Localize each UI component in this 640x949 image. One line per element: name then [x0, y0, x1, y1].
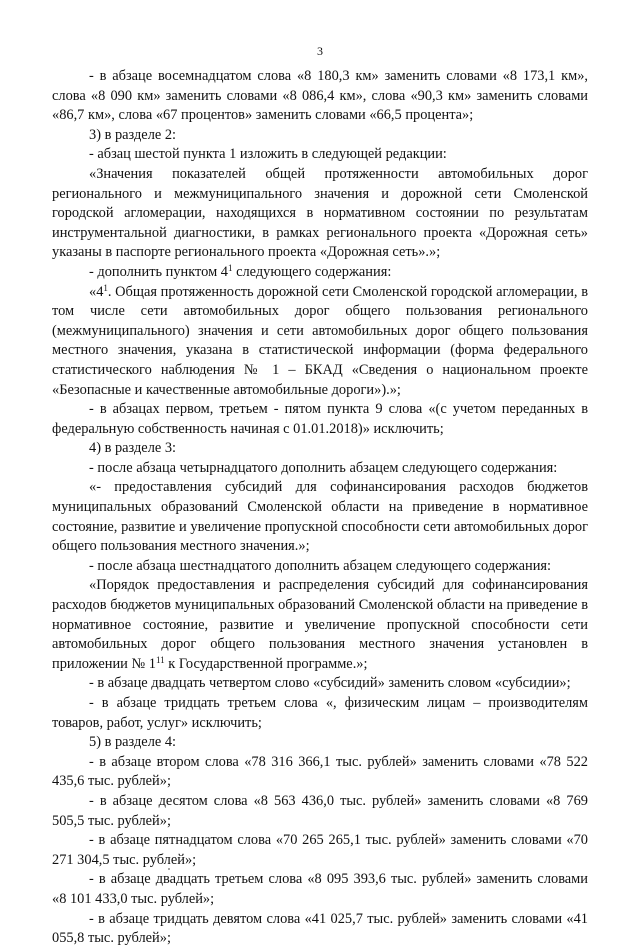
paragraph-1: - в абзаце восемнадцатом слова «8 180,3 км» заменить словами «8 173,1 км», слова «8 090 км» заменить словами «8 086,4 км», слова «90,3 км» заменить словами «86,7 км», слова «67 процентов» заменить словами «66,5 процента»;: [52, 68, 588, 124]
paragraph-6: «$4^1$. Общая протяженность дорожной сети Смоленской городской агломерации, в том числе сети автомобильных дорог общего пользования регионального (межмуниципального) значения и сети автомобильных дорог общего пользования местного значения, указана в статистической информации (форма федерального статистического наблюдения № 1 – БКАД «Сведения о национальном проекте «Безопасные и качественные автомобильные дороги»).»;: [52, 282, 588, 398]
paragraph-4: «Значения показателей общей протяженности автомобильных дорог регионального и межмуниципального значения и дорожной сети Смоленской городской агломерации, находящихся в нормативном состоянии по результатам инструментальной диагностики, в рамках регионального проекта «Дорожная сеть» указаны в паспорте регионального проекта «Дорожная сеть».»;: [52, 165, 588, 261]
document-body: [52, 67, 588, 949]
paragraph-3: - абзац шестой пункта 1 изложить в следующей редакции:: [89, 146, 447, 163]
superscript: 1: [103, 282, 108, 293]
paragraph-17: - в абзаце десятом слова «8 563 436,0 тыс. рублей» заменить словами «8 769 505,5 тыс. рублей»;: [52, 792, 588, 829]
paragraph-9: - после абзаца четырнадцатого дополнить абзацем следующего содержания:: [89, 459, 558, 476]
paragraph-12: «Порядок предоставления и распределения субсидий для софинансирования расходов бюджетов муниципальных образований Смоленской области на приведение в нормативное состояние, развитие и увеличение пропускной способности сети автомобильных дорог общего пользования местного значения установлен в приложении № $1^{11}$ к Государственной программе.»;: [52, 577, 588, 672]
page-number: 3: [317, 44, 323, 58]
paragraph-5: - дополнить пунктом $4^1$ следующего содержания:: [89, 262, 392, 280]
paragraph-2: 3) в разделе 2:: [89, 126, 177, 143]
paragraph-13: - в абзаце двадцать четвертом слово «субсидий» заменить словом «субсидии»;: [89, 675, 571, 692]
paragraph-14: - в абзаце тридцать третьем слова «, физическим лицам – производителям товаров, работ, услуг» исключить;: [52, 695, 588, 731]
paragraph-20: - в абзаце тридцать девятом слова «41 025,7 тыс. рублей» заменить словами «41 055,8 тыс. рублей»;: [52, 910, 588, 947]
scan-dot: [168, 868, 170, 870]
paragraph-11: - после абзаца шестнадцатого дополнить абзацем следующего содержания:: [89, 557, 552, 574]
paragraph-7: - в абзацах первом, третьем - пятом пункта 9 слова «(с учетом переданных в федеральную собственность начиная с 01.01.2018)» исключить;: [52, 401, 588, 437]
superscript: 11: [155, 654, 165, 665]
paragraph-15: 5) в разделе 4:: [89, 734, 177, 751]
paragraph-18: - в абзаце пятнадцатом слова «70 265 265,1 тыс. рублей» заменить словами «70 271 304,5 тыс. рублей»;: [52, 832, 588, 868]
paragraph-10: «- предоставления субсидий для софинансирования расходов бюджетов муниципальных образований Смоленской области на приведение в нормативное состояние, развитие и увеличение пропускной способности сети автомобильных дорог общего пользования местного значения.»;: [52, 479, 588, 555]
paragraph-19: - в абзаце двадцать третьем слова «8 095 393,6 тыс. рублей» заменить словами «8 101 433,0 тыс. рублей»;: [52, 871, 588, 907]
paragraph-8: 4) в разделе 3:: [89, 440, 177, 457]
superscript: 1: [227, 262, 233, 273]
paragraph-16: - в абзаце втором слова «78 316 366,1 тыс. рублей» заменить словами «78 522 435,6 тыс. рублей»;: [52, 753, 588, 790]
